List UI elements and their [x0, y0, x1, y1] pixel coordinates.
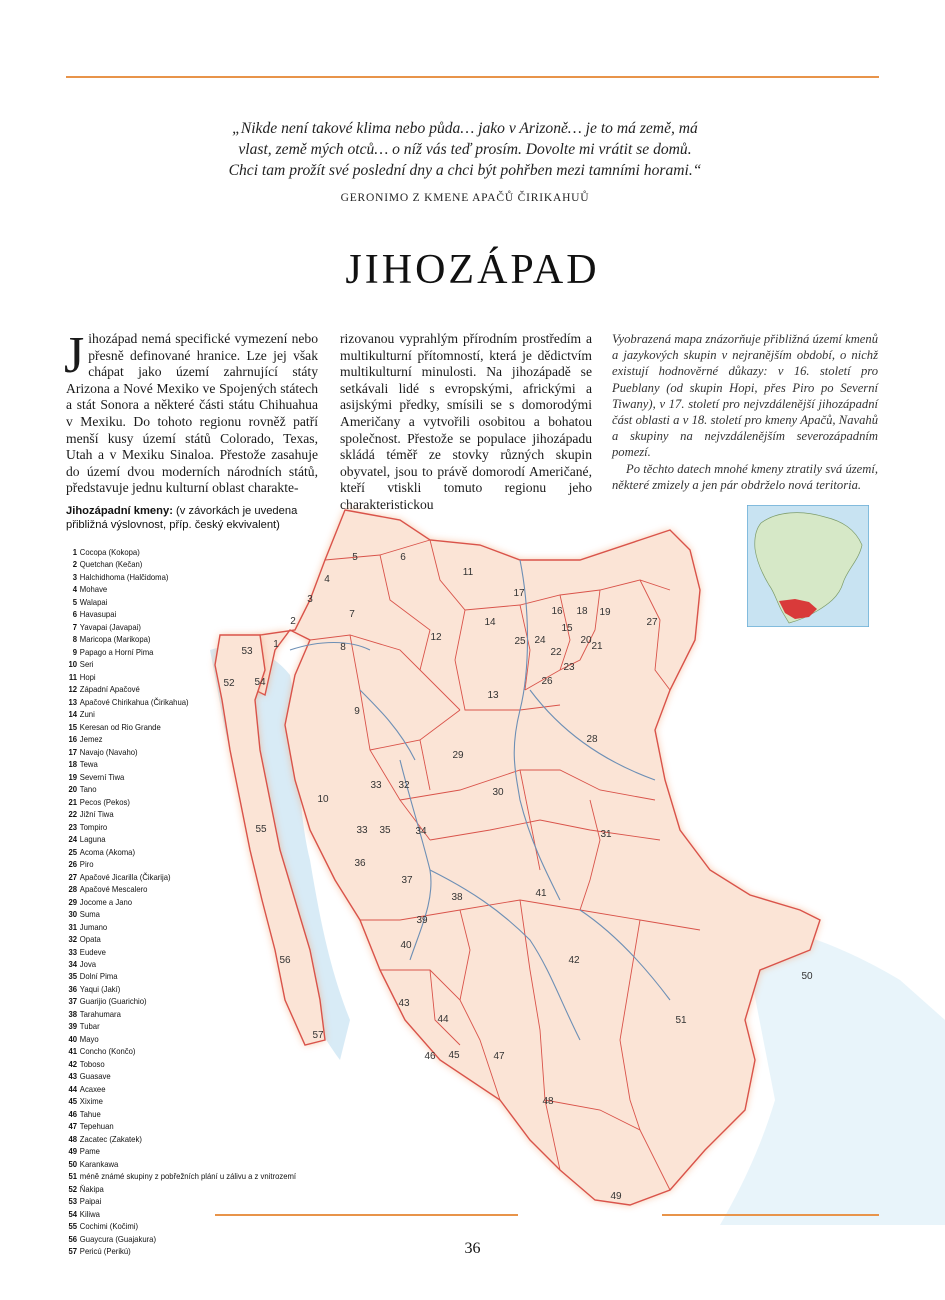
- north-america-inset-map: [747, 505, 869, 627]
- legend-item: [66, 633, 305, 645]
- quote-line: „Nikde není takové klima nebo půda… jako v Arizoně… je to má země, má: [232, 120, 698, 137]
- legend-item: [66, 733, 305, 745]
- map-label: 26: [541, 676, 553, 687]
- legend-item-number: 12: [68, 684, 78, 695]
- legend-item: [66, 646, 305, 658]
- legend-item: [66, 1095, 305, 1107]
- legend-item: [66, 746, 305, 758]
- map-label: 15: [561, 623, 573, 634]
- map-label: 38: [451, 892, 463, 903]
- map-label: 51: [675, 1015, 687, 1026]
- map-label: 49: [610, 1191, 622, 1202]
- map-legend-title: [66, 504, 316, 532]
- column-text: rizovanou vyprahlým přírodním prostředím a multikulturní přítomností, která je dědictvím multikulturní minulosti. Na jihozápadě se setkávali lidé s evropskými, africkými a asijskými předky, smísili se s domorodými Američany a vytvořili osobitou a bohatou společnost. Přestože se populace jihozápadu skládá téměř ze stovky různých skupin obyvatel, jsou to právě domorodí Američané, kteří vtiskli tomuto regionu jeho charakteristickou: [340, 331, 592, 512]
- legend-item-name: Xixime: [79, 1096, 103, 1107]
- legend-item: [66, 1108, 305, 1120]
- legend-item-number: 54: [68, 1208, 78, 1219]
- legend-item-name: Tepehuan: [79, 1121, 114, 1132]
- legend-item: [66, 796, 305, 808]
- legend-item-number: 40: [68, 1033, 78, 1044]
- map-label: 22: [550, 647, 562, 658]
- map-label: 4: [324, 574, 330, 585]
- legend-item-name: Zacatec (Zakatek): [79, 1133, 142, 1144]
- map-label: 14: [484, 617, 496, 628]
- legend-item: [66, 1045, 305, 1057]
- legend-item-name: Jumano: [79, 921, 108, 932]
- map-label: 10: [317, 794, 329, 805]
- map-label: 7: [349, 609, 355, 620]
- legend-item: [66, 621, 305, 633]
- legend-item: [66, 1070, 305, 1082]
- legend-item-number: 47: [68, 1121, 78, 1132]
- legend-item: [66, 1220, 305, 1232]
- map-label: 17: [513, 588, 525, 599]
- legend-item-name: Concho (Končo): [79, 1046, 136, 1057]
- legend-item-name: Papago a Horní Pima: [79, 646, 154, 657]
- legend-item-number: 35: [68, 971, 78, 982]
- map-label: 52: [223, 678, 235, 689]
- legend-item-number: 25: [68, 846, 78, 857]
- legend-item-name: Západní Apačové: [79, 684, 140, 695]
- legend-item-name: Piro: [79, 859, 94, 870]
- legend-item-number: 34: [68, 958, 78, 969]
- legend-item-number: 57: [68, 1246, 78, 1257]
- map-label: 31: [600, 829, 612, 840]
- legend-item: [66, 658, 305, 670]
- map-label: 30: [492, 787, 504, 798]
- legend-item-number: 18: [68, 759, 78, 770]
- legend-item-name: Acaxee: [79, 1083, 106, 1094]
- legend-item-number: 46: [68, 1108, 78, 1119]
- legend-item-number: 29: [68, 896, 78, 907]
- legend-item-number: 5: [72, 596, 78, 607]
- map-label: 27: [646, 617, 658, 628]
- map-label: 6: [400, 552, 406, 563]
- legend-item: [66, 1145, 305, 1157]
- map-label: 47: [493, 1051, 505, 1062]
- legend-item: [66, 1008, 305, 1020]
- map-label: 16: [551, 606, 563, 617]
- legend-item: [66, 671, 305, 683]
- legend-item-name: Tubar: [79, 1021, 100, 1032]
- map-label: 34: [415, 826, 427, 837]
- legend-item-name: Opata: [79, 934, 101, 945]
- legend-item-number: 19: [68, 771, 78, 782]
- legend-item: [66, 1083, 305, 1095]
- map-label: 2: [290, 616, 296, 627]
- map-label: 55: [255, 824, 267, 835]
- legend-item: [66, 983, 305, 995]
- legend-item: [66, 933, 305, 945]
- legend-item-name: Ňakipa: [79, 1183, 104, 1194]
- legend-item-name: méně známé skupiny z pobřežních plání u zálivu a z vnitrozemí: [79, 1171, 297, 1182]
- map-label: 53: [241, 646, 253, 657]
- legend-item-name: Jižní Tiwa: [79, 809, 114, 820]
- legend-item-number: 11: [68, 671, 78, 682]
- map-label: 33: [370, 780, 382, 791]
- legend-item-number: 8: [72, 634, 78, 645]
- legend-item: [66, 1133, 305, 1145]
- legend-item-number: 4: [72, 584, 78, 595]
- legend-item: [66, 808, 305, 820]
- legend-item-name: Toboso: [79, 1058, 105, 1069]
- legend-item-number: 3: [72, 571, 78, 582]
- legend-item-name: Navajo (Navaho): [79, 746, 138, 757]
- map-label: 42: [568, 955, 580, 966]
- body-column-1: [64, 327, 318, 497]
- map-label: 46: [424, 1051, 436, 1062]
- legend-item-number: 50: [68, 1158, 78, 1169]
- legend-item-number: 1: [72, 547, 78, 557]
- legend-item: [66, 596, 305, 608]
- legend-item: [66, 721, 305, 733]
- legend-item-name: Seri: [79, 659, 94, 670]
- map-region: [240, 510, 820, 1205]
- map-label: 37: [401, 875, 413, 886]
- legend-item-number: 23: [68, 821, 78, 832]
- legend-item-number: 17: [68, 746, 78, 757]
- legend-item-number: 24: [68, 834, 78, 845]
- legend-item: [66, 1058, 305, 1070]
- bottom-rule-left: [215, 1214, 518, 1216]
- legend-item-name: Acoma (Akoma): [79, 846, 136, 857]
- map-label: 56: [279, 955, 291, 966]
- legend-item: [66, 696, 305, 708]
- legend-item: [66, 821, 305, 833]
- map-label: 57: [312, 1030, 324, 1041]
- quote-author: GERONIMO Z KMENE APAČŮ ČIRIKAHUŮ: [340, 192, 590, 204]
- legend-item-number: 44: [68, 1083, 78, 1094]
- legend-item: [66, 558, 305, 570]
- legend-item: [66, 871, 305, 883]
- legend-item: [66, 608, 305, 620]
- legend-item: [66, 846, 305, 858]
- legend-item-name: Apačové Chirikahua (Čirikahua): [79, 696, 189, 707]
- map-label: 3: [307, 594, 313, 605]
- caption-paragraph: Vyobrazená mapa znázorňuje přibližná území kmenů a jazykových skupin v nejranějším období, o nichž existují hodnověrné důkazy: v 16. století pro Pueblany (od skupin Hopi, přes Piro po Severní Tiwany), v 17. století pro nejvzdálenější jihozápadní část oblasti a v 18. století pro kmeny Apačů, Navahů a skupiny na nejvzdálenějším severozápadním pomezí.: [612, 332, 878, 460]
- legend-item-name: Tano: [79, 784, 97, 795]
- map-label: 48: [542, 1096, 554, 1107]
- legend-item-name: Karankawa: [79, 1158, 119, 1169]
- legend-item-name: Mohave: [79, 584, 108, 595]
- legend-item-name: Cochimi (Kočimi): [79, 1221, 139, 1232]
- legend-item-number: 43: [68, 1071, 78, 1082]
- map-label: 45: [448, 1050, 460, 1061]
- legend-item-number: 27: [68, 871, 78, 882]
- legend-item-number: 22: [68, 809, 78, 820]
- legend-item-number: 32: [68, 934, 78, 945]
- bottom-rule-right: [662, 1214, 879, 1216]
- legend-title-bold: Jihozápadní kmeny:: [66, 505, 173, 517]
- map-label: 43: [398, 998, 410, 1009]
- map-label: 32: [398, 780, 410, 791]
- drop-cap: J: [64, 327, 85, 384]
- legend-item-number: 56: [68, 1233, 78, 1244]
- map-label: 9: [354, 706, 360, 717]
- legend-item-number: 16: [68, 734, 78, 745]
- map-label: 23: [563, 662, 575, 673]
- legend-item-number: 55: [68, 1221, 78, 1232]
- legend-item: [66, 1033, 305, 1045]
- legend-item: [66, 958, 305, 970]
- legend-item-name: Pericú (Perikú): [79, 1246, 131, 1257]
- legend-item-name: Tahue: [79, 1108, 101, 1119]
- legend-item-name: Yaqui (Jakí): [79, 983, 121, 994]
- legend-item-name: Keresan od Rio Grande: [79, 721, 161, 732]
- legend-item-number: 28: [68, 884, 78, 895]
- legend-item-name: Yavapai (Javapai): [79, 621, 141, 632]
- legend-item-name: Pecos (Pekos): [79, 796, 130, 807]
- map-label: 18: [576, 606, 588, 617]
- column-text: ihozápad nemá specifické vymezení nebo přesně definované hranice. Lze jej však chápat jako území zahrnující státy Arizona a Nové Mexiko ve Spojených státech a stát Sonora a některé části státu Chihuahua v Mexiku. Do tohoto regionu rovněž patří menší kusy území států Colorado, Texas, Utah a v Mexiku Sinaloa. Přestože zasahuje do území dvou moderních národních států, představuje jednu kulturní oblast charakte-: [66, 331, 318, 496]
- legend-item-name: Jova: [79, 958, 97, 969]
- legend-item-number: 37: [68, 996, 78, 1007]
- legend-item-name: Guasave: [79, 1071, 111, 1082]
- map-label: 8: [340, 642, 346, 653]
- legend-item-name: Quetchan (Kečan): [79, 559, 143, 570]
- map-label: 21: [591, 641, 603, 652]
- legend-item: [66, 758, 305, 770]
- legend-item-name: Maricopa (Marikopa): [79, 634, 151, 645]
- legend-item-number: 21: [68, 796, 78, 807]
- legend-item-name: Dolní Pima: [79, 971, 118, 982]
- legend-item-number: 53: [68, 1196, 78, 1207]
- legend-item-number: 2: [72, 559, 78, 570]
- legend-item-number: 10: [68, 659, 78, 670]
- legend-item-number: 26: [68, 859, 78, 870]
- legend-item-number: 33: [68, 946, 78, 957]
- legend-item: [66, 1195, 305, 1207]
- legend-item: [66, 708, 305, 720]
- page-number: 36: [464, 1240, 481, 1257]
- top-rule: [66, 76, 879, 78]
- map-label: 24: [534, 635, 546, 646]
- legend-item: [66, 1170, 305, 1182]
- legend-item-number: 38: [68, 1008, 78, 1019]
- map-label: 19: [599, 607, 611, 618]
- map-label: 54: [254, 677, 266, 688]
- map-label: 5: [352, 552, 358, 563]
- body-column-2: [340, 331, 592, 514]
- legend-item-name: Tompiro: [79, 821, 108, 832]
- legend-item-name: Pame: [79, 1146, 100, 1157]
- map-legend: [66, 546, 305, 1258]
- legend-item-name: Eudeve: [79, 946, 106, 957]
- legend-item-number: 13: [68, 696, 78, 707]
- legend-item: [66, 546, 305, 558]
- legend-title-note: (v závorkách je uvedena přibližná výslovnost, příp. český ekvivalent): [66, 505, 298, 531]
- legend-item-name: Havasupai: [79, 609, 117, 620]
- map-label: 35: [379, 825, 391, 836]
- map-label: 50: [801, 971, 813, 982]
- map-label: 44: [437, 1014, 449, 1025]
- map-label: 33: [356, 825, 368, 836]
- legend-item: [66, 583, 305, 595]
- map-label: 40: [400, 940, 412, 951]
- legend-item-number: 6: [72, 609, 78, 620]
- legend-item: [66, 908, 305, 920]
- legend-item-name: Paipai: [79, 1196, 102, 1207]
- map-label: 20: [580, 635, 592, 646]
- map-label: 11: [462, 567, 474, 578]
- legend-item: [66, 571, 305, 583]
- legend-item-number: 45: [68, 1096, 78, 1107]
- map-label: 29: [452, 750, 464, 761]
- legend-item-number: 31: [68, 921, 78, 932]
- legend-item-number: 52: [68, 1183, 78, 1194]
- caption-paragraph: Po těchto datech mnohé kmeny ztratily svá území, některé zmizely a jen pár obdrželo nová teritoria.: [612, 461, 878, 492]
- legend-item-number: 15: [68, 721, 78, 732]
- legend-item-name: Cocopa (Kokopa): [79, 547, 140, 557]
- legend-item-name: Tewa: [79, 759, 98, 770]
- legend-item-number: 9: [72, 646, 78, 657]
- epigraph-quote: [215, 118, 715, 181]
- map-label: 36: [354, 858, 366, 869]
- legend-item-number: 36: [68, 983, 78, 994]
- legend-item-number: 48: [68, 1133, 78, 1144]
- legend-item: [66, 683, 305, 695]
- legend-item: [66, 921, 305, 933]
- legend-item: [66, 833, 305, 845]
- legend-item-name: Suma: [79, 909, 100, 920]
- map-caption-column: [612, 331, 878, 493]
- legend-item-name: Jocome a Jano: [79, 896, 133, 907]
- legend-item: [66, 883, 305, 895]
- map-label: 41: [535, 888, 547, 899]
- legend-item: [66, 1158, 305, 1170]
- map-label: 1: [273, 639, 279, 650]
- legend-item: [66, 1183, 305, 1195]
- page-title: JIHOZÁPAD: [345, 247, 600, 293]
- legend-item-name: Apačové Mescalero: [79, 884, 148, 895]
- legend-item: [66, 1120, 305, 1132]
- legend-item-name: Kiliwa: [79, 1208, 100, 1219]
- quote-line: Chci tam prožít své poslední dny a chci být pohřben mezi tamními horami.“: [228, 162, 702, 179]
- legend-item-name: Mayo: [79, 1033, 99, 1044]
- legend-item-number: 30: [68, 909, 78, 920]
- legend-item-name: Apačové Jicarilla (Čikarija): [79, 871, 171, 882]
- legend-item-number: 42: [68, 1058, 78, 1069]
- legend-item: [66, 896, 305, 908]
- map-label: 28: [586, 734, 598, 745]
- legend-item-name: Zuni: [79, 709, 95, 720]
- legend-item-number: 41: [68, 1046, 78, 1057]
- map-label: 39: [416, 915, 428, 926]
- map-label: 25: [514, 636, 526, 647]
- legend-item-name: Laguna: [79, 834, 106, 845]
- legend-item: [66, 946, 305, 958]
- legend-item-number: 49: [68, 1146, 78, 1157]
- legend-item-name: Guarijio (Guarichio): [79, 996, 147, 1007]
- legend-item-name: Severní Tiwa: [79, 771, 125, 782]
- legend-item-name: Hopi: [79, 671, 96, 682]
- legend-item-name: Halchidhoma (Halčidoma): [79, 571, 169, 582]
- legend-item-number: 20: [68, 784, 78, 795]
- quote-line: vlast, země mých otců… o níž vás teď prosím. Dovolte mi vrátit se domů.: [238, 141, 692, 158]
- legend-item-number: 39: [68, 1021, 78, 1032]
- legend-item: [66, 783, 305, 795]
- legend-item: [66, 970, 305, 982]
- legend-item-name: Jemez: [79, 734, 103, 745]
- legend-item-name: Guaycura (Guajakura): [79, 1233, 157, 1244]
- legend-item-number: 14: [68, 709, 78, 720]
- map-label: 13: [487, 690, 499, 701]
- legend-item: [66, 771, 305, 783]
- map-label: 12: [430, 632, 442, 643]
- legend-item-name: Walapai: [79, 596, 108, 607]
- legend-item: [66, 858, 305, 870]
- legend-item-number: 51: [68, 1171, 78, 1182]
- legend-item: [66, 1020, 305, 1032]
- legend-item-name: Tarahumara: [79, 1008, 121, 1019]
- legend-item-number: 7: [72, 621, 78, 632]
- legend-item: [66, 995, 305, 1007]
